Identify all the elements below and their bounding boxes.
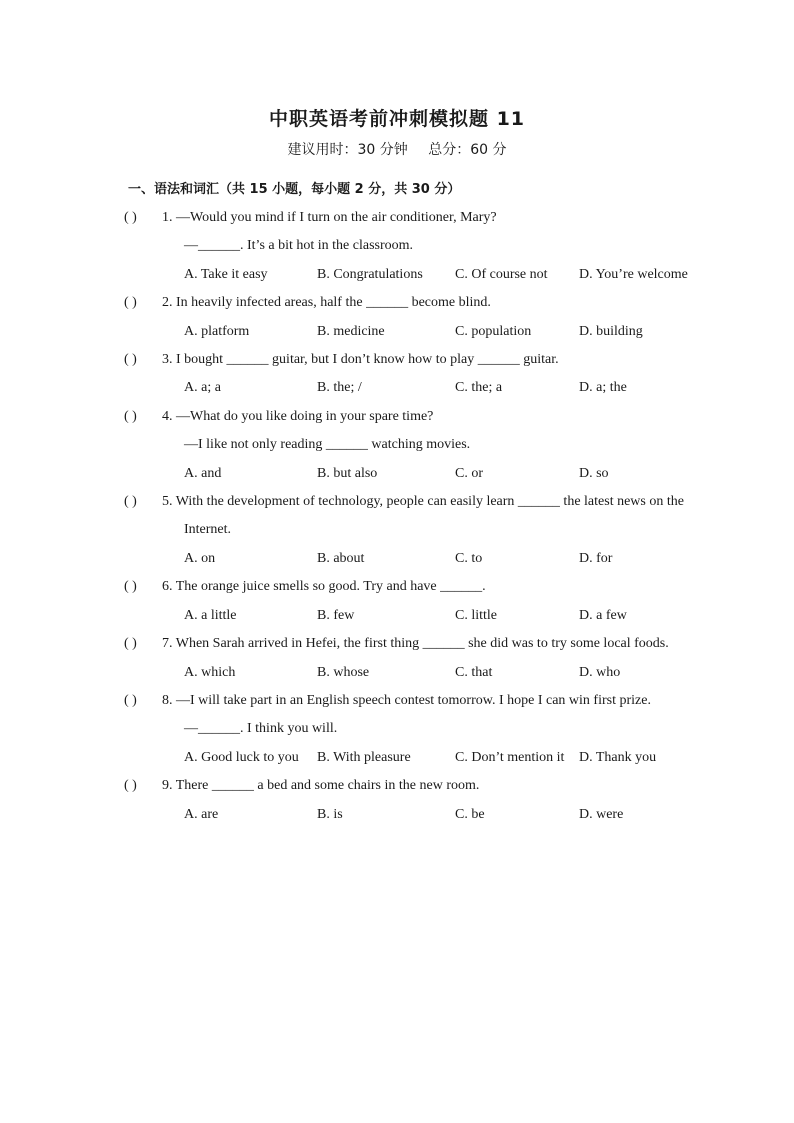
answer-blank: ( ) [124,579,137,595]
option-b: B. the; / [317,380,362,396]
option-d: D. who [579,664,621,680]
option-d: D. building [579,323,643,339]
options-row [124,374,740,402]
option-b: B. but also [317,465,378,481]
section-header: 一、语法和词汇（共 15 小题，每小题 2 分，共 30 分） [128,182,461,197]
option-c: C. little [455,607,497,623]
question-stem: 6. The orange juice smells so good. Try and have ______. [162,579,486,595]
option-d: D. a; the [579,380,627,396]
options-row [124,744,740,772]
option-a: A. are [184,806,219,822]
question-7 [124,630,740,687]
question-continuation: —I like not only reading ______ watching movies. [184,437,471,453]
question-list [124,204,740,829]
total-score: 总分：60 分 [428,142,507,158]
option-a: A. platform [184,323,250,339]
question-stem: 2. In heavily infected areas, half the ______ become blind. [162,295,491,311]
question-continuation: Internet. [184,522,232,538]
option-c: C. Of course not [455,266,548,282]
option-b: B. few [317,607,355,623]
question-stem-row [124,346,740,374]
options-row [124,261,740,289]
option-a: A. Good luck to you [184,749,299,765]
options-row [124,602,740,630]
option-b: B. medicine [317,323,385,339]
option-b: B. With pleasure [317,749,411,765]
page-title: 中职英语考前冲刺模拟题 11 [268,108,526,130]
option-c: C. to [455,550,483,566]
options-row [124,801,740,829]
answer-blank: ( ) [124,692,137,708]
option-c: C. the; a [455,380,503,396]
question-stem-row [124,204,740,232]
question-stem-row [124,403,740,431]
option-a: A. a; a [184,380,221,396]
option-c: C. Don’t mention it [455,749,565,765]
options-row [124,318,740,346]
option-a: A. a little [184,607,237,623]
option-a: A. and [184,465,222,481]
answer-blank: ( ) [124,352,137,368]
option-b: B. Congratulations [317,266,423,282]
suggested-time: 建议用时：30 分钟 [287,142,408,158]
answer-blank: ( ) [124,295,137,311]
exam-info [0,139,794,159]
answer-blank: ( ) [124,494,137,510]
question-6 [124,573,740,630]
option-b: B. about [317,550,365,566]
question-5 [124,488,740,573]
answer-blank: ( ) [124,408,137,424]
options-row [124,460,740,488]
option-a: A. Take it easy [184,266,268,282]
answer-blank: ( ) [124,778,137,794]
question-stem: 5. With the development of technology, people can easily learn ______ the latest news on the [162,494,684,510]
option-a: A. on [184,550,216,566]
question-stem: 1. —Would you mind if I turn on the air conditioner, Mary? [162,210,497,225]
options-row [124,659,740,687]
option-d: D. Thank you [579,749,657,765]
question-stem-row [124,488,740,516]
option-c: C. or [455,465,483,481]
option-d: D. You’re welcome [579,266,688,282]
question-1 [124,204,740,289]
option-c: C. that [455,664,493,680]
option-c: C. be [455,806,485,822]
option-b: B. whose [317,664,370,680]
question-4 [124,403,740,488]
question-stem: 9. There ______ a bed and some chairs in the new room. [162,778,480,794]
question-2 [124,289,740,346]
question-stem: 7. When Sarah arrived in Hefei, the first thing ______ she did was to try some local foods. [162,636,669,652]
question-9 [124,772,740,829]
answer-blank: ( ) [124,636,137,652]
question-continuation: —______. It’s a bit hot in the classroom. [184,238,414,254]
question-3 [124,346,740,403]
question-continuation: —______. I think you will. [184,721,338,737]
answer-blank: ( ) [124,210,137,225]
option-c: C. population [455,323,532,339]
option-d: D. for [579,550,613,566]
question-stem: 8. —I will take part in an English speech contest tomorrow. I hope I can win first prize. [162,692,651,708]
option-b: B. is [317,806,343,822]
question-stem-row [124,573,740,601]
question-stem: 4. —What do you like doing in your spare time? [162,408,434,424]
option-d: D. so [579,465,609,481]
question-stem-row [124,630,740,658]
option-d: D. a few [579,607,627,623]
option-d: D. were [579,806,624,822]
question-stem-row [124,687,740,715]
question-stem: 3. I bought ______ guitar, but I don’t know how to play ______ guitar. [162,352,559,368]
option-a: A. which [184,664,236,680]
question-stem-row [124,289,740,317]
options-row [124,545,740,573]
question-8 [124,687,740,772]
question-stem-row [124,772,740,800]
